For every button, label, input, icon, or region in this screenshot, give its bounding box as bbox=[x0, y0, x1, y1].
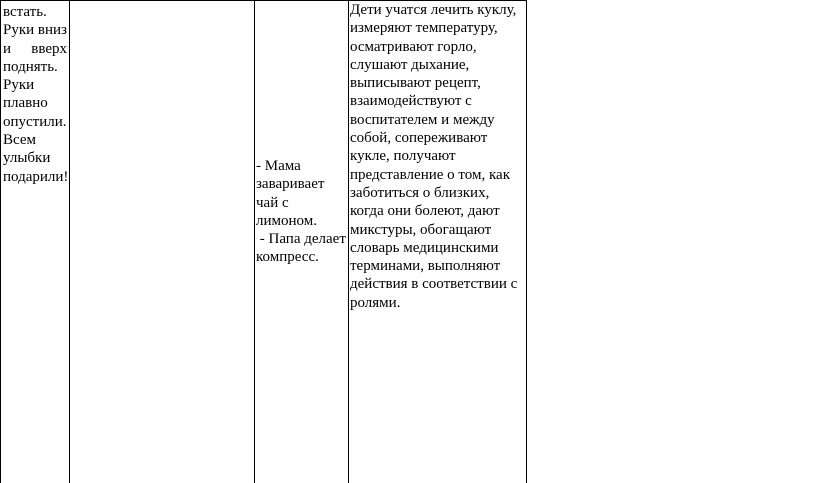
text-line: Дети учатся лечить куклу, bbox=[350, 2, 517, 18]
text-line: собой, сопереживают bbox=[350, 130, 488, 147]
text-line: встать. bbox=[3, 4, 47, 20]
text-line: терминами, выполняют bbox=[350, 258, 501, 275]
text-line: улыбки bbox=[3, 150, 51, 167]
text-line: Руки bbox=[3, 77, 35, 94]
text-line: Руки вниз bbox=[3, 22, 67, 39]
column-divider-1 bbox=[69, 0, 70, 483]
text-line: действия в соответствии с bbox=[350, 276, 518, 293]
table-border-left bbox=[0, 0, 1, 483]
text-line: измеряют температуру, bbox=[350, 20, 498, 37]
text-line: - Мама bbox=[256, 158, 301, 174]
text-line: представление о том, как bbox=[350, 166, 510, 183]
text-line: воспитателем и между bbox=[350, 111, 495, 128]
text-line: заваривает bbox=[256, 176, 325, 193]
text-line: лимоном. bbox=[256, 212, 317, 229]
text-line: Всем bbox=[3, 132, 36, 149]
column-divider-2 bbox=[254, 0, 255, 483]
text-line: взаимодействуют с bbox=[350, 93, 472, 110]
text-line: ролями. bbox=[350, 294, 401, 311]
text-line: и вверх bbox=[3, 40, 67, 57]
table-border-right bbox=[526, 0, 527, 483]
text-line: кукле, получают bbox=[350, 148, 456, 165]
cell-outcomes-text bbox=[350, 1, 526, 312]
text-line: подарили! bbox=[3, 168, 69, 185]
text-line: слушают дыхание, bbox=[350, 56, 470, 73]
text-line: когда они болеют, дают bbox=[350, 203, 500, 220]
text-line: компресс. bbox=[256, 249, 319, 266]
text-line: заботиться о близких, bbox=[350, 184, 490, 201]
text-line: чай с bbox=[256, 194, 289, 211]
cell-roles-text bbox=[256, 157, 348, 267]
text-line: выписывают рецепт, bbox=[350, 75, 481, 92]
text-line: плавно bbox=[3, 95, 48, 112]
text-line: поднять. bbox=[3, 58, 58, 75]
cell-exercise-text bbox=[3, 3, 67, 186]
text-line: микстуры, обогащают bbox=[350, 221, 492, 238]
text-line: опустили. bbox=[3, 113, 67, 130]
text-line: - Папа делает bbox=[256, 231, 346, 248]
text-line: словарь медицинскими bbox=[350, 239, 499, 256]
text-line: осматривают горло, bbox=[350, 38, 477, 55]
column-divider-3 bbox=[348, 0, 349, 483]
